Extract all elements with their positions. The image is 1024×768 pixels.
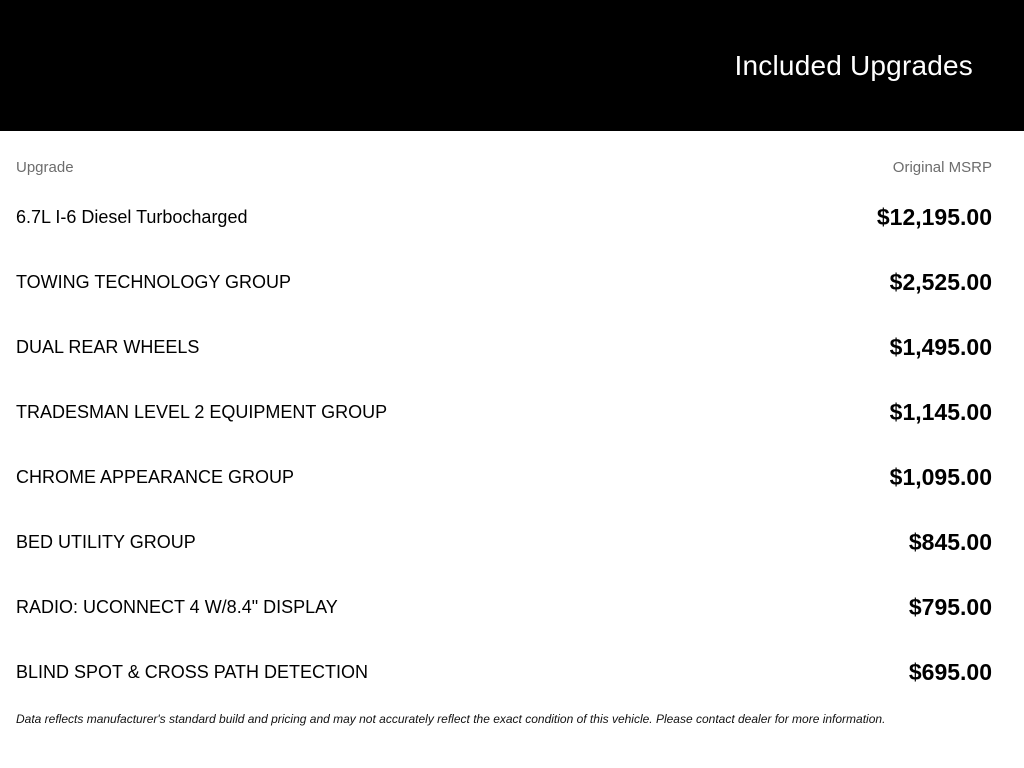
column-header-original-msrp: Original MSRP xyxy=(892,159,992,176)
table-body xyxy=(16,185,992,705)
upgrade-name: DUAL REAR WHEELS xyxy=(16,337,200,357)
upgrade-name: TOWING TECHNOLOGY GROUP xyxy=(16,272,292,292)
table-row xyxy=(16,640,992,705)
upgrade-msrp: $2,525.00 xyxy=(889,269,992,295)
upgrade-name: CHROME APPEARANCE GROUP xyxy=(16,467,295,487)
page-header xyxy=(0,0,1024,131)
table-row xyxy=(16,185,992,250)
table-row xyxy=(16,510,992,575)
upgrade-name: BED UTILITY GROUP xyxy=(16,532,196,552)
upgrade-msrp: $845.00 xyxy=(908,529,992,555)
upgrade-name: 6.7L I-6 Diesel Turbocharged xyxy=(16,207,248,227)
upgrade-msrp: $12,195.00 xyxy=(876,204,992,230)
disclaimer-text: Data reflects manufacturer's standard build and pricing and may not accurately reflect the exact condition of this vehicle. Please contact dealer for more information. xyxy=(16,712,886,726)
table-row xyxy=(16,575,992,640)
upgrade-msrp: $1,145.00 xyxy=(889,399,992,425)
upgrade-name: BLIND SPOT & CROSS PATH DETECTION xyxy=(16,662,369,682)
table-row xyxy=(16,445,992,510)
upgrade-name: TRADESMAN LEVEL 2 EQUIPMENT GROUP xyxy=(16,402,388,422)
included-upgrades-section xyxy=(0,131,1024,726)
table-row xyxy=(16,380,992,445)
table-header-row xyxy=(16,150,992,185)
upgrade-msrp: $695.00 xyxy=(908,659,992,685)
upgrade-name: RADIO: UCONNECT 4 W/8.4" DISPLAY xyxy=(16,597,338,617)
upgrade-msrp: $1,095.00 xyxy=(889,464,992,490)
upgrade-msrp: $795.00 xyxy=(908,594,992,620)
table-row xyxy=(16,250,992,315)
table-row xyxy=(16,315,992,380)
column-header-upgrade: Upgrade xyxy=(16,159,74,176)
upgrade-msrp: $1,495.00 xyxy=(889,334,992,360)
page-title: Included Upgrades xyxy=(734,49,973,81)
